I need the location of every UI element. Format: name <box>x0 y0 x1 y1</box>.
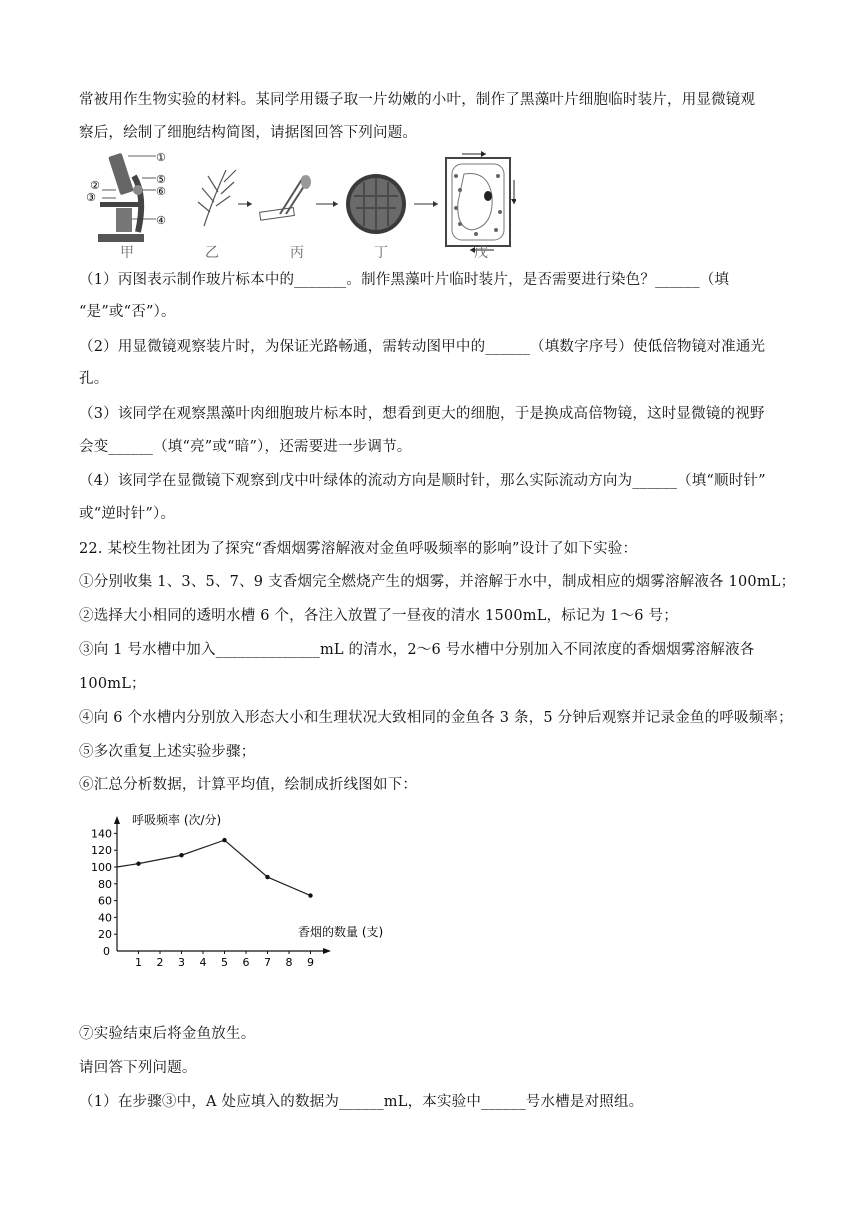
figure-label-jia: 甲 <box>120 245 134 261</box>
q21-1-line-b: “是”或“否”）。 <box>79 304 176 320</box>
q22-step-3b: 100mL； <box>79 676 146 692</box>
data-point <box>222 838 226 842</box>
label-2: ② <box>90 179 100 192</box>
y-tick-label: 40 <box>98 911 112 925</box>
q22-title: 22. 某校生物社团为了探究“香烟烟雾溶解液对金鱼呼吸频率的影响”设计了如下实验： <box>79 541 638 557</box>
x-tick-label: 8 <box>285 956 293 968</box>
figure-label-yi: 乙 <box>205 245 219 261</box>
y-tick-label: 100 <box>91 861 112 874</box>
x-tick-label: 9 <box>307 956 314 968</box>
q22-step-1: ①分别收集 1、3、5、7、9 支香烟完全燃烧产生的烟雾，并溶解于水中，制成相应的烟雾溶解液各 100mL； <box>79 574 796 590</box>
q22-answer-1: （1）在步骤③中，A 处应填入的数据为______mL，本实验中______号水槽是对照组。 <box>79 1094 644 1110</box>
y-axis-title: 呼吸频率 (次/分) <box>132 813 222 827</box>
q21-3-line-a: （3）该同学在观察黑藻叶肉细胞玻片标本时，想看到更大的细胞，于是换成高倍物镜，这时显微镜的视野 <box>79 406 765 422</box>
q22-step-4: ④向 6 个水槽内分别放入形态大小和生理状况大致相同的金鱼各 3 条，5 分钟后观察并记录金鱼的呼吸频率； <box>79 710 793 726</box>
label-6: ⑥ <box>156 185 166 198</box>
y-tick-label: 80 <box>98 877 112 891</box>
q21-4-line-a: （4）该同学在显微镜下观察到戊中叶绿体的流动方向是顺时针，那么实际流动方向为______（填“顺时针” <box>79 473 766 489</box>
slide-making-drawing <box>260 175 311 220</box>
intro-line-2: 察后，绘制了细胞结构简图，请据图回答下列问题。 <box>79 125 418 141</box>
x-axis-title: 香烟的数量 (支) <box>298 925 384 939</box>
figure-label-wu: 戊 <box>474 245 488 261</box>
q21-2-line-a: （2）用显微镜观察装片时，为保证光路畅通，需转动图甲中的______（填数字序号）使低倍物镜对准通光 <box>79 339 766 355</box>
x-tick-label: 3 <box>178 956 185 968</box>
q22-step-3a: ③向 1 号水槽中加入______________mL 的清水，2～6 号水槽中分别加入不同浓度的香烟烟雾溶解液各 <box>79 642 755 658</box>
y-tick-label: 140 <box>91 827 112 841</box>
q22-step-7: ⑦实验结束后将金鱼放生。 <box>79 1026 256 1042</box>
x-tick-label: 1 <box>135 956 142 968</box>
leaf-cell-drawing <box>446 151 516 253</box>
x-tick-label: 7 <box>264 956 271 968</box>
figure-label-bing: 丙 <box>290 245 304 261</box>
breathing-rate-chart <box>80 808 410 968</box>
q22-step-2: ②选择大小相同的透明水槽 6 个，各注入放置了一昼夜的清水 1500mL，标记为 1～6 号； <box>79 608 678 624</box>
x-tick-label: 2 <box>156 956 164 968</box>
arrow-head-icon <box>247 201 252 207</box>
q21-1-line-a: （1）丙图表示制作玻片标本中的_______。制作黑藻叶片临时装片，是否需要进行染色？______（填 <box>79 272 730 288</box>
series-line <box>117 840 311 895</box>
y-tick-label: 20 <box>98 928 112 942</box>
label-1: ① <box>156 151 166 164</box>
microscope-view-drawing <box>346 174 406 234</box>
x-tick-label: 5 <box>221 956 228 968</box>
q21-4-line-b: 或“逆时针”）。 <box>79 506 176 522</box>
q22-ask: 请回答下列问题。 <box>79 1060 197 1076</box>
label-5: ⑤ <box>156 173 166 186</box>
y-axis-arrow-icon <box>114 816 120 824</box>
arrow-head-icon <box>433 201 438 207</box>
q21-2-line-b: 孔。 <box>79 371 109 387</box>
waterweed-drawing <box>198 170 236 226</box>
y-tick-label: 60 <box>98 894 112 908</box>
data-point <box>179 853 183 857</box>
data-point <box>136 861 140 865</box>
x-axis-arrow-icon <box>323 948 331 954</box>
x-tick-label: 4 <box>199 956 207 968</box>
data-point <box>265 875 269 879</box>
label-3: ③ <box>86 191 96 204</box>
label-4: ④ <box>156 214 166 227</box>
intro-line-1: 常被用作生物实验的材料。某同学用镊子取一片幼嫩的小叶，制作了黑藻叶片细胞临时装片，用显微镜观 <box>79 92 756 108</box>
figure-label-ding: 丁 <box>374 245 388 261</box>
origin-label: 0 <box>103 945 110 958</box>
microscope-drawing <box>98 153 156 242</box>
x-tick-label: 6 <box>242 956 250 968</box>
q22-step-5: ⑤多次重复上述实验步骤； <box>79 744 256 760</box>
q22-step-6: ⑥汇总分析数据，计算平均值，绘制成折线图如下： <box>79 777 418 793</box>
q21-3-line-b: 会变______（填“亮”或“暗”），还需要进一步调节。 <box>79 439 412 455</box>
arrow-head-icon <box>333 201 338 207</box>
data-point <box>308 893 312 897</box>
y-tick-label: 120 <box>91 844 112 858</box>
